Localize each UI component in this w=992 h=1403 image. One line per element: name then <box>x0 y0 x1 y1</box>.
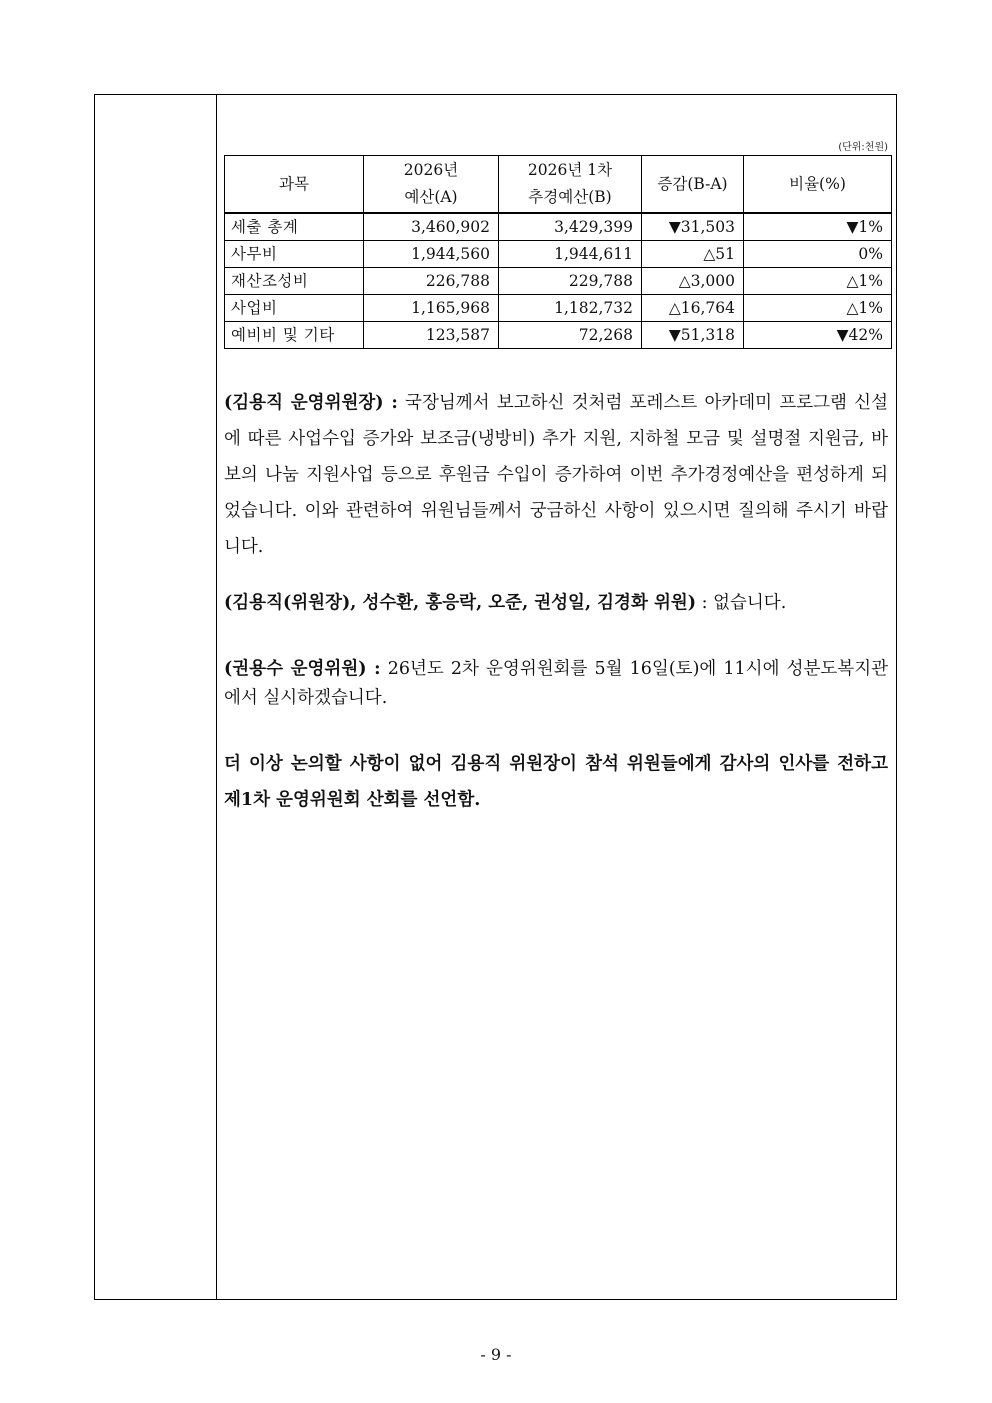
left-column <box>95 95 217 1299</box>
header-subject: 과목 <box>225 156 364 214</box>
row-ratio: 0% <box>744 241 892 268</box>
row-diff: △3,000 <box>642 268 744 295</box>
paragraph-text: 국장님께서 보고하신 것처럼 포레스트 아카데미 프로그램 신설에 따른 사업수입 증가와 보조금(냉방비) 추가 지원, 지하철 모금 및 설명절 지원금, 바보의 나눔 지원사업 등으로 후원금 수입이 증가하여 이번 추가경정예산을 편성하게 되었습니다. 이와 관련하여 위원님들께서 궁금하신 사항이 있으시면 질의해 주시기 바랍니다. <box>224 393 888 557</box>
header-ratio: 비율(%) <box>744 156 892 214</box>
row-budget-a: 123,587 <box>364 322 499 349</box>
row-name: 재산조성비 <box>225 268 364 295</box>
row-diff: ▼31,503 <box>642 213 744 241</box>
header-budget-a-line2: 예산(A) <box>404 188 458 206</box>
header-budget-b-line2: 추경예산(B) <box>528 188 612 206</box>
table-row <box>225 213 892 241</box>
paragraph-next-meeting <box>224 655 888 713</box>
row-budget-a: 3,460,902 <box>364 213 499 241</box>
header-budget-a-line1: 2026년 <box>403 161 459 179</box>
paragraph-text: 26년도 2차 운영위원회를 5월 16일(토)에 11시에 성분도복지관에서 실시하겠습니다. <box>224 659 888 708</box>
row-name: 사무비 <box>225 241 364 268</box>
speaker-label: (김용직 운영위원장) : <box>224 393 398 413</box>
document-frame <box>94 94 897 1300</box>
row-budget-b: 3,429,399 <box>499 213 642 241</box>
row-budget-a: 1,165,968 <box>364 295 499 322</box>
row-budget-b: 229,788 <box>499 268 642 295</box>
row-budget-b: 1,182,732 <box>499 295 642 322</box>
header-budget-b <box>499 156 642 214</box>
table-header-row <box>225 156 892 214</box>
budget-table <box>224 155 892 349</box>
row-name: 사업비 <box>225 295 364 322</box>
paragraph-chair-remarks <box>224 385 888 565</box>
table-row <box>225 295 892 322</box>
paragraph-members-response <box>224 585 888 621</box>
speaker-label: (권용수 운영위원) : <box>224 659 381 679</box>
row-budget-b: 1,944,611 <box>499 241 642 268</box>
table-row <box>225 241 892 268</box>
table-row <box>225 268 892 295</box>
row-ratio: △1% <box>744 268 892 295</box>
row-ratio: ▼42% <box>744 322 892 349</box>
header-budget-b-line1: 2026년 1차 <box>527 161 613 179</box>
row-name: 세출 총계 <box>225 213 364 241</box>
header-budget-a <box>364 156 499 214</box>
row-diff: △16,764 <box>642 295 744 322</box>
page-number: - 9 - <box>480 1345 512 1364</box>
paragraph-closing: 더 이상 논의할 사항이 없어 김용직 위원장이 참석 위원들에게 감사의 인사를 전하고 제1차 운영위원회 산회를 선언함. <box>224 754 888 810</box>
row-diff: △51 <box>642 241 744 268</box>
row-name: 예비비 및 기타 <box>225 322 364 349</box>
row-budget-b: 72,268 <box>499 322 642 349</box>
unit-label: (단위:천원) <box>838 142 888 153</box>
row-diff: ▼51,318 <box>642 322 744 349</box>
row-budget-a: 226,788 <box>364 268 499 295</box>
table-row <box>225 322 892 349</box>
row-budget-a: 1,944,560 <box>364 241 499 268</box>
row-ratio: △1% <box>744 295 892 322</box>
header-diff: 증감(B-A) <box>642 156 744 214</box>
paragraph-text: : 없습니다. <box>696 593 787 613</box>
speaker-label: (김용직(위원장), 성수환, 홍응락, 오준, 권성일, 김경화 위원) <box>224 593 697 613</box>
row-ratio: ▼1% <box>744 213 892 241</box>
minutes-text <box>224 385 888 818</box>
